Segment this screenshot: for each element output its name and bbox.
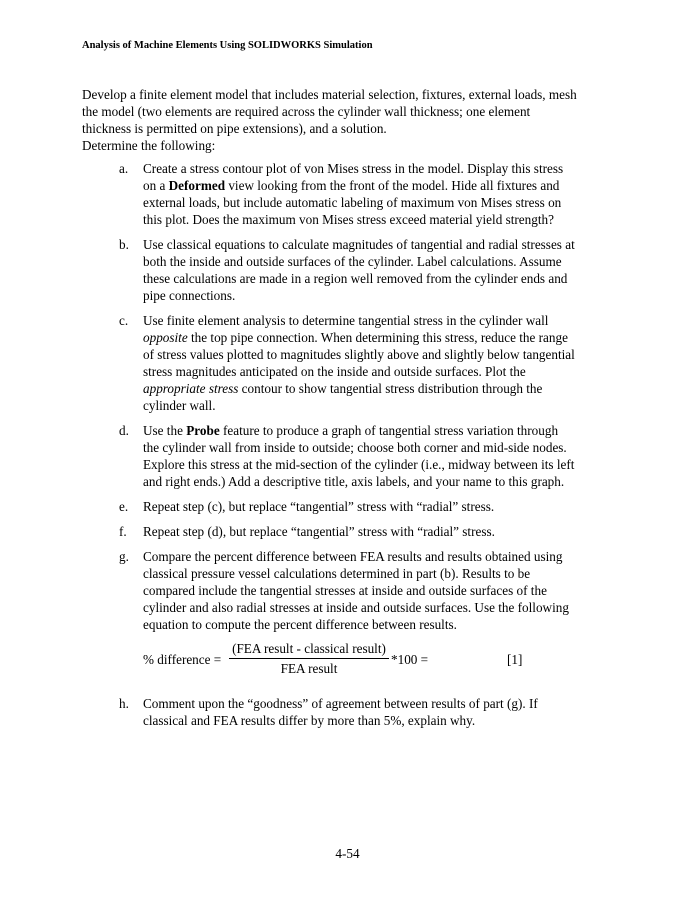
item-label: a. <box>119 161 129 176</box>
equation-numerator: (FEA result - classical result) <box>229 641 389 659</box>
equation-denominator: FEA result <box>280 661 338 676</box>
determine-line: Determine the following: <box>82 138 216 153</box>
item-label: g. <box>119 549 129 564</box>
opposite-emphasis: opposite <box>143 330 188 345</box>
item-label: d. <box>119 423 129 438</box>
list-item-f: f. Repeat step (d), but replace “tangential” stress with “radial” stress. <box>119 524 495 539</box>
equation-rhs: *100 = <box>391 652 429 667</box>
item-label: h. <box>119 696 129 711</box>
list-item-c: c. Use finite element analysis to determine tangential stress in the cylinder wall opposite the top pipe connection. When determining this stress, reduce the range of stress values plotted to magnitudes slightly above and slightly below tangential stress magnitudes anticipated on the inside and outside surfaces. Plot the appropriate stress contour to show tangential stress distribution through the cylinder wall. <box>119 313 575 413</box>
equation-lhs: % difference = <box>143 652 222 667</box>
intro-paragraph: Develop a finite element model that includes material selection, fixtures, external loads, mesh the model (two elements are required across the cylinder wall thickness; one element thickness is permitted on pipe extensions), and a solution. <box>82 87 577 136</box>
item-label: b. <box>119 237 129 252</box>
deformed-emphasis: Deformed <box>168 178 226 193</box>
running-header: Analysis of Machine Elements Using SOLIDWORKS Simulation <box>82 40 373 51</box>
list-item-a: a. Create a stress contour plot of von Mises stress in the model. Display this stress on a Deformed view looking from the front of the model. Hide all fixtures and external loads, but include automatic labeling of maximum von Mises stress on this plot. Does the maximum von Mises stress exceed material yield strength? <box>119 161 564 227</box>
intro-section <box>82 86 582 154</box>
list-item-h: h. Comment upon the “goodness” of agreement between results of part (g). If classical and FEA results differ by more than 5%, explain why. <box>119 696 538 728</box>
percent-difference-equation <box>143 641 523 681</box>
list-item-e: e. Repeat step (c), but replace “tangential” stress with “radial” stress. <box>119 499 495 514</box>
equation-number: [1] <box>507 652 523 667</box>
equation-fraction <box>229 641 389 677</box>
list-item-d: d. Use the Probe feature to produce a graph of tangential stress variation through the cylinder wall from inside to outside; choose both corner and mid-side nodes. Explore this stress at the mid-section of the cylinder (i.e., midway between its left and right ends.) Add a descriptive title, axis labels, and your name to this graph. <box>119 423 575 489</box>
list-item-b: b. Use classical equations to calculate magnitudes of tangential and radial stresses at both the inside and outside surfaces of the cylinder. Label calculations. Assume these calculations are made in a region well removed from the cylinder ends and pipe connections. <box>119 237 575 303</box>
probe-emphasis: Probe <box>186 423 220 438</box>
page-number: 4-54 <box>335 846 360 861</box>
list-item-g: g. Compare the percent difference between FEA results and results obtained using classical pressure vessel calculations determined in part (b). Results to be compared include the tangential stresses at inside and outside surfaces of the cylinder and also radial stresses at inside and outside surfaces. Use the following equation to compute the percent difference between results. <box>119 549 569 632</box>
item-label: e. <box>119 499 129 514</box>
task-list <box>0 160 695 737</box>
item-label: f. <box>119 524 127 539</box>
item-label: c. <box>119 313 129 328</box>
appropriate-stress-emphasis: appropriate stress <box>143 381 239 396</box>
